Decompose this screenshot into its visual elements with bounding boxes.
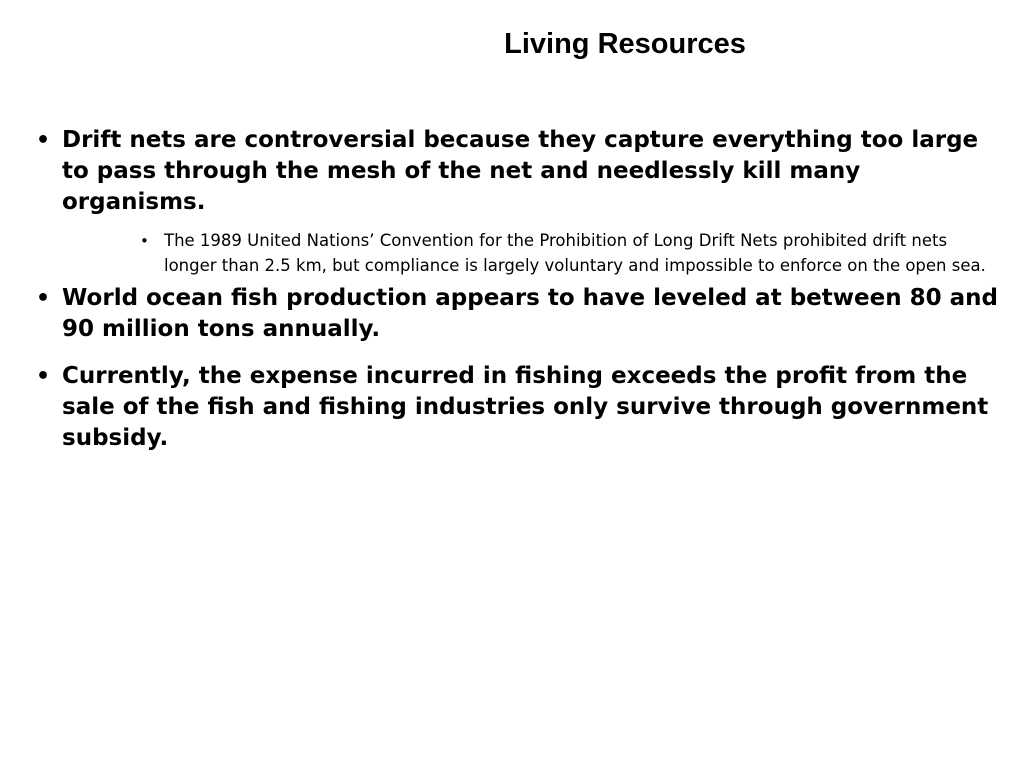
sub-bullet-dot-icon: • — [140, 232, 149, 250]
bullet-list-continued — [36, 283, 1004, 454]
bullet-item — [36, 283, 1004, 345]
bullet-item — [36, 125, 1004, 218]
sub-bullet-list — [36, 229, 1004, 278]
bullet-item — [36, 361, 1004, 454]
sub-bullet-text: The 1989 United Nations’ Convention for the Prohibition of Long Drift Nets prohibited drift nets longer than 2.5 km, but compliance is largely voluntary and impossible to enforce on the open sea. — [164, 231, 986, 275]
bullet-list — [36, 125, 1004, 218]
bullet-text: Drift nets are controversial because they capture everything too large to pass through the mesh of the net and needlessly kill many organisms. — [62, 127, 979, 215]
bullet-dot-icon: • — [36, 128, 51, 153]
bullet-dot-icon: • — [36, 286, 51, 311]
bullet-text: World ocean fish production appears to have leveled at between 80 and 90 million tons annually. — [62, 285, 998, 342]
slide-title: Living Resources — [504, 28, 746, 60]
sub-bullet-item — [36, 229, 1004, 278]
slide-body — [36, 125, 1004, 454]
bullet-dot-icon: • — [36, 364, 51, 389]
bullet-text: Currently, the expense incurred in fishing exceeds the profit from the sale of the fish and fishing industries only survive through government subsidy. — [62, 363, 989, 451]
